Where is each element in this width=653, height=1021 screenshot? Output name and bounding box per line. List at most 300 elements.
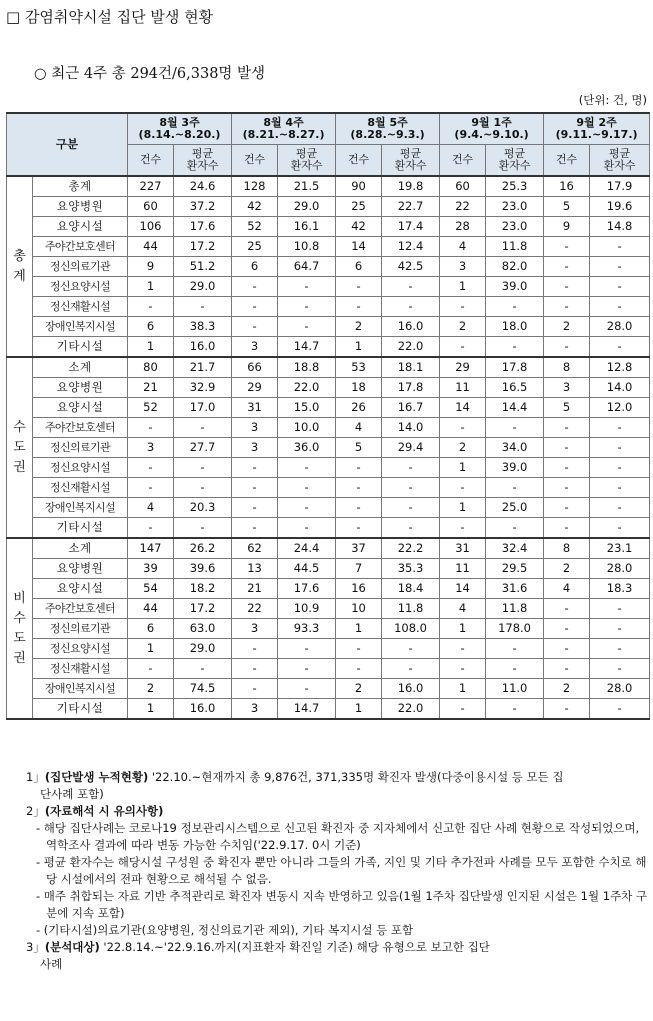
count-cell: 18 — [336, 378, 382, 398]
average-cell: - — [590, 418, 650, 438]
count-cell: - — [336, 297, 382, 317]
count-cell: 60 — [440, 176, 486, 197]
count-cell: 3 — [440, 257, 486, 277]
table-row — [7, 498, 650, 518]
facility-label: 정신의료기관 — [33, 438, 128, 458]
average-cell: 17.6 — [174, 217, 232, 237]
average-cell: - — [590, 478, 650, 498]
count-cell: 44 — [128, 237, 174, 257]
count-cell: - — [232, 498, 278, 518]
note-1 — [6, 769, 649, 786]
count-cell: - — [440, 518, 486, 539]
average-cell: 14.0 — [382, 418, 440, 438]
count-cell: 2 — [336, 679, 382, 699]
average-cell: - — [590, 699, 650, 720]
header-count: 건수 — [544, 145, 590, 177]
count-cell: 29 — [440, 357, 486, 378]
average-cell: 16.5 — [486, 378, 544, 398]
average-cell: - — [174, 418, 232, 438]
count-cell: 6 — [232, 257, 278, 277]
average-cell: 19.8 — [382, 176, 440, 197]
facility-label: 정신요양시설 — [33, 639, 128, 659]
facility-label: 요양시설 — [33, 398, 128, 418]
average-cell: 23.0 — [486, 197, 544, 217]
facility-label: 정신재활시설 — [33, 478, 128, 498]
average-cell: - — [486, 337, 544, 358]
region-group-char: 수 — [13, 610, 26, 626]
count-cell: 1 — [128, 277, 174, 297]
count-cell: 8 — [544, 357, 590, 378]
facility-label: 요양병원 — [33, 197, 128, 217]
header-count: 건수 — [440, 145, 486, 177]
average-cell: 12.0 — [590, 398, 650, 418]
summary-line: ○ 최근 4주 총 294건/6,338명 발생 — [34, 66, 266, 82]
facility-label: 기타시설 — [33, 518, 128, 539]
note-1-continuation: 단사례 포함) — [40, 787, 104, 801]
region-group-char: 도 — [13, 439, 26, 455]
count-cell: 22 — [440, 197, 486, 217]
count-cell: - — [128, 418, 174, 438]
facility-label: 정신의료기관 — [33, 619, 128, 639]
count-cell: 53 — [336, 357, 382, 378]
table-row — [7, 418, 650, 438]
count-cell: - — [232, 639, 278, 659]
header-average — [486, 145, 544, 177]
count-cell: 10 — [336, 599, 382, 619]
average-cell: 20.3 — [174, 498, 232, 518]
average-cell: - — [382, 277, 440, 297]
count-cell: 42 — [232, 197, 278, 217]
note-2-mark: 2」 — [26, 804, 45, 818]
average-cell: 38.3 — [174, 317, 232, 337]
count-cell: - — [232, 297, 278, 317]
average-cell: 18.4 — [382, 579, 440, 599]
period-week: 8월 3주 — [159, 116, 200, 129]
table-row — [7, 458, 650, 478]
facility-label: 요양병원 — [33, 559, 128, 579]
average-cell: - — [174, 659, 232, 679]
period-week: 9월 2주 — [576, 116, 617, 129]
header-average-line1: 평균 — [295, 147, 318, 160]
table-row — [7, 257, 650, 277]
count-cell: - — [128, 297, 174, 317]
average-cell: - — [590, 277, 650, 297]
count-cell: 9 — [544, 217, 590, 237]
note-2-bullet: - 해당 집단사례는 코로나19 정보관리시스템으로 신고된 확진자 중 지자체에서 신고한 집단 사례 현황으로 작성되었으며, 역학조사 결과에 따라 변동 가능한 수치임('22.9.17. 0시 기준) — [36, 821, 640, 852]
count-cell: 16 — [336, 579, 382, 599]
facility-label: 주야간보호센터 — [33, 237, 128, 257]
average-cell: - — [590, 337, 650, 358]
count-cell: 44 — [128, 599, 174, 619]
count-cell: 5 — [544, 398, 590, 418]
average-cell: 18.0 — [486, 317, 544, 337]
table-row — [7, 317, 650, 337]
count-cell: 3 — [232, 619, 278, 639]
average-cell: 29.4 — [382, 438, 440, 458]
count-cell: - — [440, 659, 486, 679]
count-cell: 6 — [128, 317, 174, 337]
average-cell: 26.2 — [174, 538, 232, 559]
average-cell: 32.9 — [174, 378, 232, 398]
table-row — [7, 538, 650, 559]
average-cell: - — [278, 659, 336, 679]
count-cell: - — [440, 337, 486, 358]
count-cell: - — [128, 659, 174, 679]
average-cell: 25.0 — [486, 498, 544, 518]
count-cell: 1 — [336, 699, 382, 720]
count-cell: 4 — [544, 579, 590, 599]
average-cell: - — [486, 297, 544, 317]
note-3-text: '22.8.14.~'22.9.16.까지(지표환자 확진일 기준) 해당 유형으로 보고한 집단 — [99, 940, 490, 954]
count-cell: 6 — [336, 257, 382, 277]
count-cell: 1 — [128, 337, 174, 358]
average-cell: 14.7 — [278, 337, 336, 358]
header-average-line1: 평균 — [608, 147, 631, 160]
average-cell: - — [486, 418, 544, 438]
table-row — [7, 378, 650, 398]
average-cell: - — [278, 679, 336, 699]
table-row — [7, 559, 650, 579]
table-row — [7, 217, 650, 237]
header-average-line1: 평균 — [191, 147, 214, 160]
count-cell: - — [440, 418, 486, 438]
region-group-label — [7, 176, 33, 357]
count-cell: 2 — [440, 317, 486, 337]
count-cell: - — [544, 599, 590, 619]
count-cell: 8 — [544, 538, 590, 559]
count-cell: - — [128, 458, 174, 478]
average-cell: 28.0 — [590, 317, 650, 337]
count-cell: - — [440, 699, 486, 720]
region-group-label — [7, 357, 33, 538]
average-cell: - — [278, 277, 336, 297]
average-cell: 11.8 — [486, 599, 544, 619]
average-cell: 17.4 — [382, 217, 440, 237]
average-cell: 18.8 — [278, 357, 336, 378]
average-cell: 16.0 — [174, 337, 232, 358]
facility-label: 기타시설 — [33, 699, 128, 720]
count-cell: - — [232, 518, 278, 539]
count-cell: 106 — [128, 217, 174, 237]
average-cell: - — [486, 639, 544, 659]
count-cell: 1 — [336, 619, 382, 639]
average-cell: 17.8 — [486, 357, 544, 378]
average-cell: 32.4 — [486, 538, 544, 559]
average-cell: - — [590, 237, 650, 257]
average-cell: - — [278, 458, 336, 478]
average-cell: - — [278, 297, 336, 317]
table-header — [7, 113, 650, 176]
average-cell: 64.7 — [278, 257, 336, 277]
count-cell: 1 — [440, 498, 486, 518]
average-cell: 39.6 — [174, 559, 232, 579]
average-cell: 29.5 — [486, 559, 544, 579]
average-cell: - — [278, 639, 336, 659]
count-cell: 3 — [232, 337, 278, 358]
count-cell: 2 — [440, 438, 486, 458]
average-cell: 44.5 — [278, 559, 336, 579]
table-row — [7, 699, 650, 720]
facility-label: 소계 — [33, 357, 128, 378]
count-cell: 37 — [336, 538, 382, 559]
note-2-heading: (자료해석 시 유의사항) — [44, 804, 164, 818]
count-cell: 25 — [232, 237, 278, 257]
average-cell: 14.4 — [486, 398, 544, 418]
average-cell: 28.0 — [590, 679, 650, 699]
count-cell: - — [336, 458, 382, 478]
count-cell: - — [544, 639, 590, 659]
count-cell: 11 — [440, 559, 486, 579]
count-cell: 11 — [440, 378, 486, 398]
count-cell: 3 — [232, 438, 278, 458]
average-cell: - — [174, 458, 232, 478]
count-cell: - — [336, 498, 382, 518]
average-cell: 29.0 — [278, 197, 336, 217]
average-cell: - — [590, 257, 650, 277]
count-cell: - — [544, 699, 590, 720]
count-cell: - — [544, 418, 590, 438]
table-row — [7, 337, 650, 358]
table-row — [7, 237, 650, 257]
count-cell: 1 — [440, 458, 486, 478]
average-cell: 34.0 — [486, 438, 544, 458]
average-cell: - — [278, 498, 336, 518]
count-cell: - — [440, 478, 486, 498]
count-cell: - — [544, 257, 590, 277]
header-period — [232, 113, 336, 145]
average-cell: 16.7 — [382, 398, 440, 418]
average-cell: 27.7 — [174, 438, 232, 458]
average-cell: 39.0 — [486, 458, 544, 478]
count-cell: - — [544, 478, 590, 498]
count-cell: - — [336, 659, 382, 679]
count-cell: 13 — [232, 559, 278, 579]
count-cell: - — [544, 498, 590, 518]
table-row — [7, 639, 650, 659]
facility-label: 소계 — [33, 538, 128, 559]
average-cell: 178.0 — [486, 619, 544, 639]
count-cell: 14 — [440, 398, 486, 418]
average-cell: - — [590, 438, 650, 458]
count-cell: 26 — [336, 398, 382, 418]
average-cell: 10.0 — [278, 418, 336, 438]
average-cell: 17.9 — [590, 176, 650, 197]
table-row — [7, 357, 650, 378]
count-cell: - — [336, 639, 382, 659]
count-cell: 28 — [440, 217, 486, 237]
average-cell: - — [590, 659, 650, 679]
average-cell: 93.3 — [278, 619, 336, 639]
region-group-char: 비 — [13, 590, 26, 606]
average-cell: 24.6 — [174, 176, 232, 197]
count-cell: 52 — [232, 217, 278, 237]
header-row-periods — [7, 113, 650, 145]
note-3 — [6, 939, 649, 956]
average-cell: 24.4 — [278, 538, 336, 559]
header-average-line1: 평균 — [503, 147, 526, 160]
count-cell: 3 — [128, 438, 174, 458]
average-cell: - — [382, 478, 440, 498]
table-body — [7, 176, 650, 719]
average-cell: - — [590, 619, 650, 639]
count-cell: 14 — [336, 237, 382, 257]
count-cell: 227 — [128, 176, 174, 197]
count-cell: 1 — [128, 639, 174, 659]
table-row — [7, 679, 650, 699]
average-cell: 28.0 — [590, 559, 650, 579]
count-cell: - — [544, 659, 590, 679]
facility-label: 요양병원 — [33, 378, 128, 398]
average-cell: 12.4 — [382, 237, 440, 257]
count-cell: 25 — [336, 197, 382, 217]
average-cell: - — [382, 518, 440, 539]
average-cell: 17.2 — [174, 237, 232, 257]
average-cell: 29.0 — [174, 639, 232, 659]
average-cell: 51.2 — [174, 257, 232, 277]
header-period — [336, 113, 440, 145]
header-average — [590, 145, 650, 177]
average-cell: 16.0 — [382, 679, 440, 699]
table-row — [7, 659, 650, 679]
note-1-heading: (집단발생 누적현황) — [44, 770, 149, 784]
facility-label: 장애인복지시설 — [33, 498, 128, 518]
header-average — [382, 145, 440, 177]
average-cell: 16.1 — [278, 217, 336, 237]
count-cell: 1 — [440, 277, 486, 297]
average-cell: 108.0 — [382, 619, 440, 639]
average-cell: - — [486, 478, 544, 498]
count-cell: 6 — [128, 619, 174, 639]
count-cell: - — [544, 297, 590, 317]
average-cell: 82.0 — [486, 257, 544, 277]
average-cell: 11.8 — [486, 237, 544, 257]
average-cell: 36.0 — [278, 438, 336, 458]
table-row — [7, 438, 650, 458]
header-period — [440, 113, 544, 145]
count-cell: 31 — [440, 538, 486, 559]
average-cell: 21.5 — [278, 176, 336, 197]
table-row — [7, 297, 650, 317]
average-cell: 39.0 — [486, 277, 544, 297]
table-row — [7, 176, 650, 197]
table-row — [7, 478, 650, 498]
average-cell: - — [590, 518, 650, 539]
average-cell: 17.0 — [174, 398, 232, 418]
count-cell: 2 — [128, 679, 174, 699]
average-cell: 16.0 — [382, 317, 440, 337]
header-count: 건수 — [128, 145, 174, 177]
unit-label: (단위: 건, 명) — [578, 93, 647, 107]
note-1-mark: 1」 — [26, 770, 45, 784]
average-cell: - — [278, 317, 336, 337]
facility-label: 정신의료기관 — [33, 257, 128, 277]
table-row — [7, 518, 650, 539]
facility-label: 주야간보호센터 — [33, 599, 128, 619]
count-cell: 80 — [128, 357, 174, 378]
count-cell: 9 — [128, 257, 174, 277]
average-cell: 42.5 — [382, 257, 440, 277]
count-cell: 2 — [544, 679, 590, 699]
average-cell: 17.6 — [278, 579, 336, 599]
count-cell: 2 — [544, 559, 590, 579]
count-cell: 7 — [336, 559, 382, 579]
facility-label: 정신요양시설 — [33, 277, 128, 297]
region-group-char: 권 — [13, 650, 26, 666]
average-cell: - — [382, 498, 440, 518]
average-cell: - — [174, 518, 232, 539]
count-cell: 1 — [336, 337, 382, 358]
count-cell: - — [128, 478, 174, 498]
average-cell: 37.2 — [174, 197, 232, 217]
average-cell: 74.5 — [174, 679, 232, 699]
region-group-label — [7, 538, 33, 719]
count-cell: 147 — [128, 538, 174, 559]
table-row — [7, 619, 650, 639]
count-cell: - — [336, 277, 382, 297]
period-range: (9.4.~9.10.) — [454, 128, 529, 141]
average-cell: - — [590, 498, 650, 518]
average-cell: - — [486, 518, 544, 539]
average-cell: 19.6 — [590, 197, 650, 217]
note-3-continuation: 사례 — [40, 957, 63, 971]
count-cell: - — [128, 518, 174, 539]
count-cell: 1 — [440, 619, 486, 639]
facility-label: 정신요양시설 — [33, 458, 128, 478]
count-cell: 62 — [232, 538, 278, 559]
note-1-text: '22.10.~현재까지 총 9,876건, 371,335명 확진자 발생(다중이용시설 등 모든 집 — [148, 770, 564, 784]
count-cell: - — [544, 438, 590, 458]
average-cell: 31.6 — [486, 579, 544, 599]
table-row — [7, 197, 650, 217]
average-cell: 10.9 — [278, 599, 336, 619]
header-count: 건수 — [232, 145, 278, 177]
count-cell: - — [232, 679, 278, 699]
note-3-mark: 3」 — [26, 940, 45, 954]
average-cell: 14.7 — [278, 699, 336, 720]
average-cell: 23.1 — [590, 538, 650, 559]
header-group-cell: 구분 — [7, 113, 128, 176]
count-cell: - — [336, 478, 382, 498]
average-cell: - — [486, 699, 544, 720]
count-cell: 1 — [128, 699, 174, 720]
count-cell: - — [544, 277, 590, 297]
count-cell: - — [232, 458, 278, 478]
average-cell: - — [382, 659, 440, 679]
facility-label: 장애인복지시설 — [33, 679, 128, 699]
average-cell: - — [174, 297, 232, 317]
count-cell: - — [544, 518, 590, 539]
period-week: 9월 1주 — [471, 116, 512, 129]
period-range: (8.21.~8.27.) — [242, 128, 325, 141]
count-cell: - — [232, 317, 278, 337]
cluster-outbreak-table — [6, 112, 650, 720]
count-cell: 42 — [336, 217, 382, 237]
count-cell: 4 — [336, 418, 382, 438]
count-cell: 4 — [440, 599, 486, 619]
average-cell: 22.0 — [382, 699, 440, 720]
count-cell: - — [544, 337, 590, 358]
facility-label: 정신재활시설 — [33, 297, 128, 317]
count-cell: 54 — [128, 579, 174, 599]
count-cell: 21 — [232, 579, 278, 599]
count-cell: 2 — [544, 317, 590, 337]
note-2-bullet: - 평균 환자수는 해당시설 구성원 중 확진자 뿐만 아니라 그들의 가족, 지인 및 기타 추가전파 사례를 모두 포함한 수치로 해당 시설에서의 전파 현황으로 해석될 수 없음. — [36, 855, 647, 886]
period-range: (9.11.~9.17.) — [555, 128, 638, 141]
average-cell: 22.7 — [382, 197, 440, 217]
period-range: (8.28.~9.3.) — [350, 128, 425, 141]
count-cell: 29 — [232, 378, 278, 398]
header-average-line2: 환자수 — [186, 159, 219, 172]
